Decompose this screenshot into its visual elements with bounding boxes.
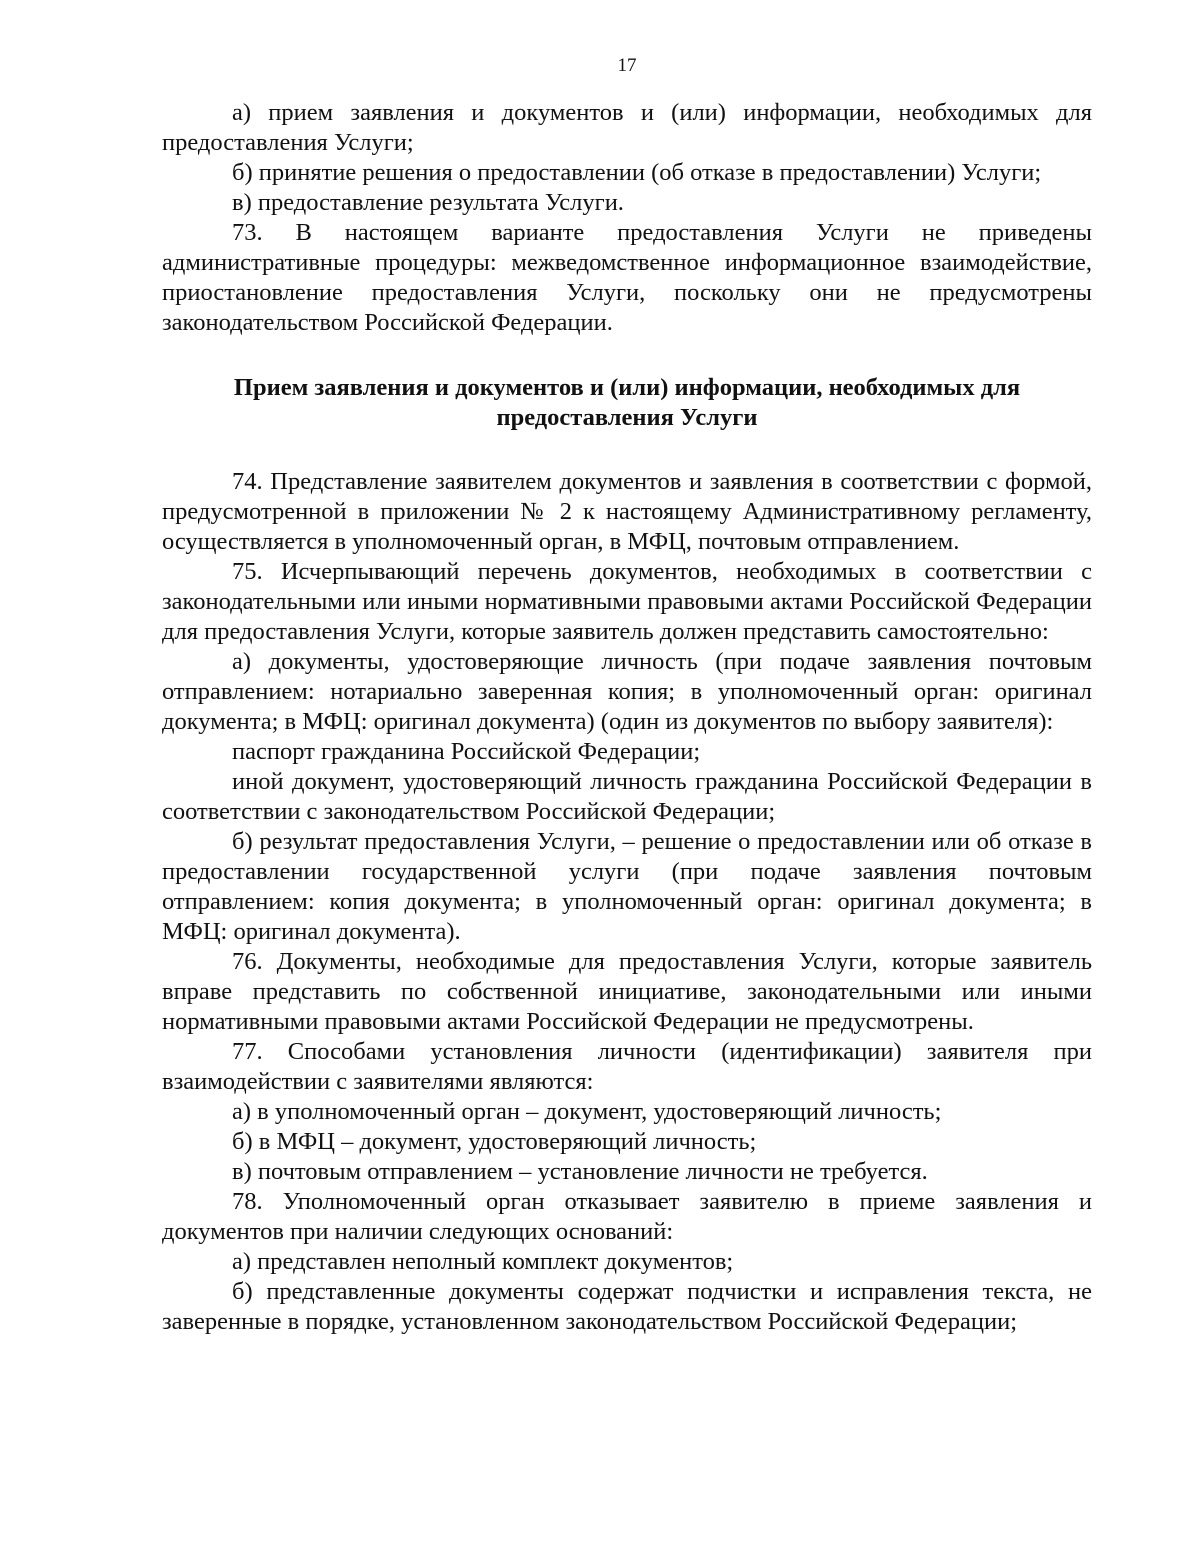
paragraph-75-a-other-document: иной документ, удостоверяющий личность гражданина Российской Федерации в соответствии с законодательством Российской Федерации;: [162, 768, 1092, 825]
document-body: [162, 98, 1092, 1337]
section-heading-line-1: Прием заявления и документов и (или) информации, необходимых для: [233, 374, 1021, 401]
paragraph-78: 78. Уполномоченный орган отказывает заявителю в приеме заявления и документов при наличии следующих оснований:: [162, 1188, 1092, 1245]
paragraph-item-b-stage: б) принятие решения о предоставлении (об отказе в предоставлении) Услуги;: [232, 159, 1042, 186]
paragraph-77-c: в) почтовым отправлением – установление личности не требуется.: [232, 1158, 928, 1185]
paragraph-75: 75. Исчерпывающий перечень документов, необходимых в соответствии с законодательными или иными нормативными правовыми актами Российской Федерации для предоставления Услуги, которые заявитель должен представить самостоятельно:: [162, 558, 1092, 645]
paragraph-item-c-stage: в) предоставление результата Услуги.: [232, 189, 624, 216]
page-number: 17: [617, 55, 637, 76]
paragraph-75-a: а) документы, удостоверяющие личность (при подаче заявления почтовым отправлением: нотариально заверенная копия; в уполномоченный орган: оригинал документа; в МФЦ: оригинал документа) (один из документов по выбору заявителя):: [162, 648, 1092, 735]
paragraph-74: 74. Представление заявителем документов и заявления в соответствии с формой, предусмотренной в приложении № 2 к настоящему Административному регламенту, осуществляется в уполномоченный орган, в МФЦ, почтовым отправлением.: [162, 468, 1092, 555]
paragraph-76: 76. Документы, необходимые для предоставления Услуги, которые заявитель вправе представить по собственной инициативе, законодательными или иными нормативными правовыми актами Российской Федерации не предусмотрены.: [162, 948, 1092, 1035]
paragraph-item-a-stage: а) прием заявления и документов и (или) информации, необходимых для предоставления Услуги;: [162, 99, 1092, 156]
paragraph-77: 77. Способами установления личности (идентификации) заявителя при взаимодействии с заявителями являются:: [162, 1038, 1092, 1095]
section-heading: [162, 373, 1092, 433]
paragraph-77-a: а) в уполномоченный орган – документ, удостоверяющий личность;: [232, 1098, 942, 1125]
paragraph-78-b: б) представленные документы содержат подчистки и исправления текста, не заверенные в порядке, установленном законодательством Российской Федерации;: [162, 1278, 1092, 1335]
paragraph-77-b: б) в МФЦ – документ, удостоверяющий личность;: [232, 1128, 757, 1155]
paragraph-75-a-passport: паспорт гражданина Российской Федерации;: [232, 738, 701, 765]
paragraph-78-a: а) представлен неполный комплект документов;: [232, 1248, 734, 1275]
section-heading-line-2: предоставления Услуги: [496, 404, 758, 431]
paragraph-73: 73. В настоящем варианте предоставления Услуги не приведены административные процедуры: межведомственное информационное взаимодействие, приостановление предоставления Услуги, поскольку они не предусмотрены законодательством Российской Федерации.: [162, 219, 1092, 336]
paragraph-75-b: б) результат предоставления Услуги, – решение о предоставлении или об отказе в предоставлении государственной услуги (при подаче заявления почтовым отправлением: копия документа; в уполномоченный орган: оригинал документа; в МФЦ: оригинал документа).: [162, 828, 1092, 945]
